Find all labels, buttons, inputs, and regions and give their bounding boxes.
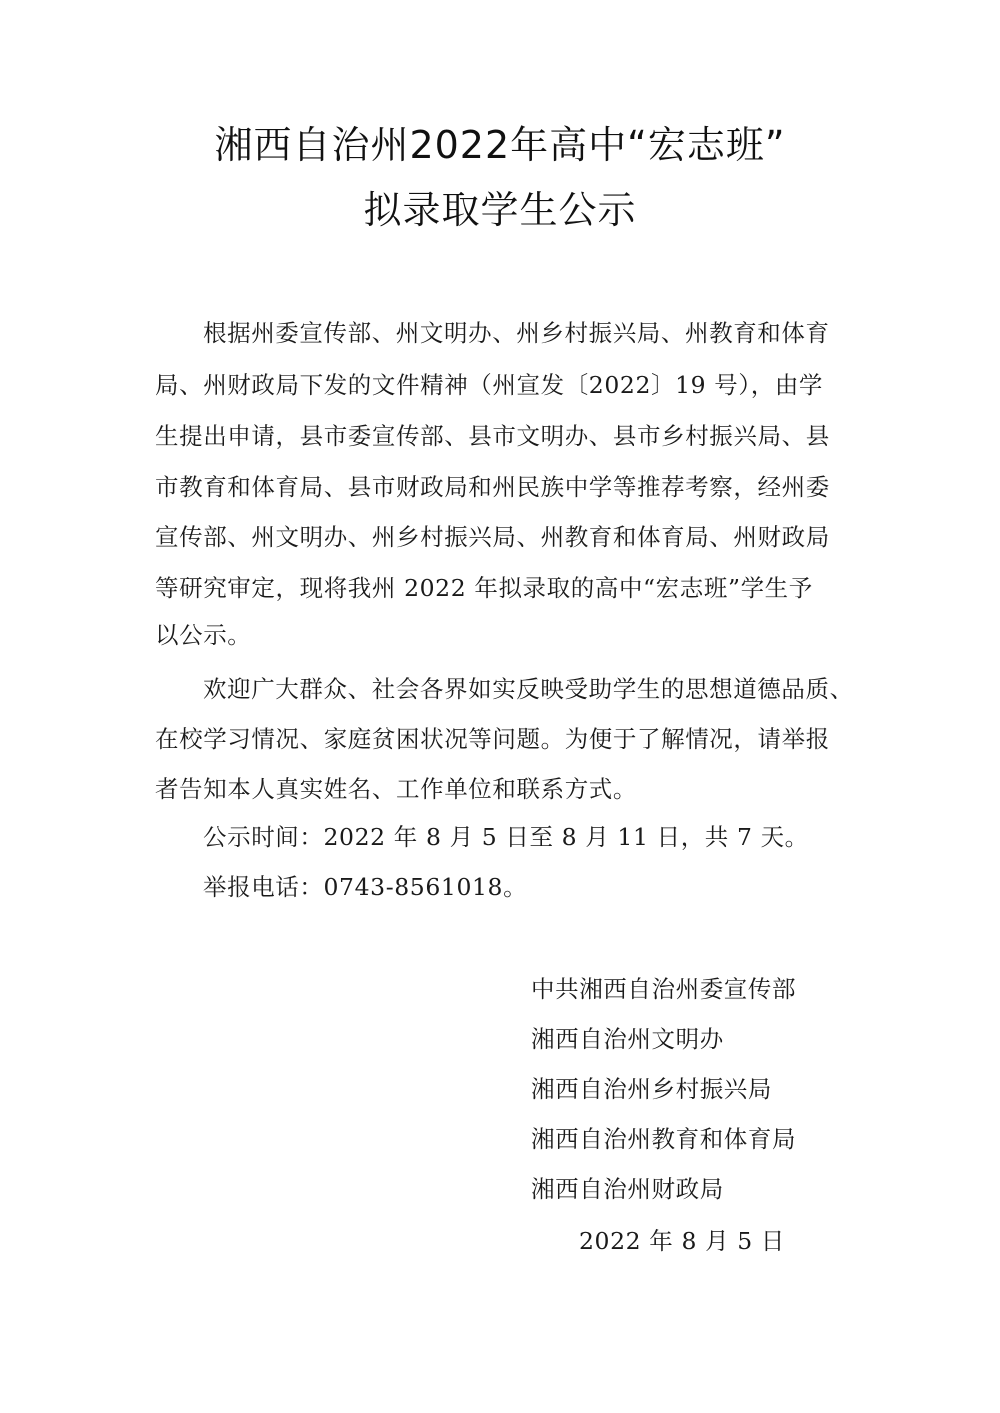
paragraph-1-line: 市教育和体育局、县市财政局和州民族中学等推荐考察，经州委: [155, 473, 830, 501]
signatory-name: 湘西自治州财政局: [531, 1175, 724, 1203]
paragraph-1-line: 局、州财政局下发的文件精神（州宣发〔2022〕19 号），由学: [155, 371, 824, 399]
paragraph-1-line: 生提出申请，县市委宣传部、县市文明办、县市乡村振兴局、县: [155, 422, 830, 450]
paragraph-1-line: 等研究审定，现将我州 2022 年拟录取的高中“宏志班”学生予: [155, 574, 813, 602]
document-title-line-1: 湘西自治州2022年高中“宏志班”: [214, 123, 786, 167]
signatory-name: 湘西自治州乡村振兴局: [531, 1075, 772, 1103]
signatory-name: 湘西自治州教育和体育局: [531, 1125, 797, 1153]
document-title-line-2: 拟录取学生公示: [363, 188, 637, 232]
report-hotline: 举报电话：0743-8561018。: [203, 873, 528, 901]
paragraph-1-line: 根据州委宣传部、州文明办、州乡村振兴局、州教育和体育: [203, 319, 830, 347]
paragraph-2-line: 欢迎广大群众、社会各界如实反映受助学生的思想道德品质、: [203, 675, 854, 703]
paragraph-2-line: 者告知本人真实姓名、工作单位和联系方式。: [155, 775, 637, 803]
document-date: 2022 年 8 月 5 日: [579, 1227, 785, 1255]
signatory-name: 湘西自治州文明办: [531, 1025, 724, 1053]
paragraph-2-line: 在校学习情况、家庭贫困状况等问题。为便于了解情况，请举报: [155, 725, 830, 753]
signatory-name: 中共湘西自治州委宣传部: [531, 975, 797, 1003]
publicity-period: 公示时间：2022 年 8 月 5 日至 8 月 11 日，共 7 天。: [203, 823, 809, 851]
paragraph-1-line: 宣传部、州文明办、州乡村振兴局、州教育和体育局、州财政局: [155, 523, 830, 551]
paragraph-1-line: 以公示。: [155, 621, 252, 649]
